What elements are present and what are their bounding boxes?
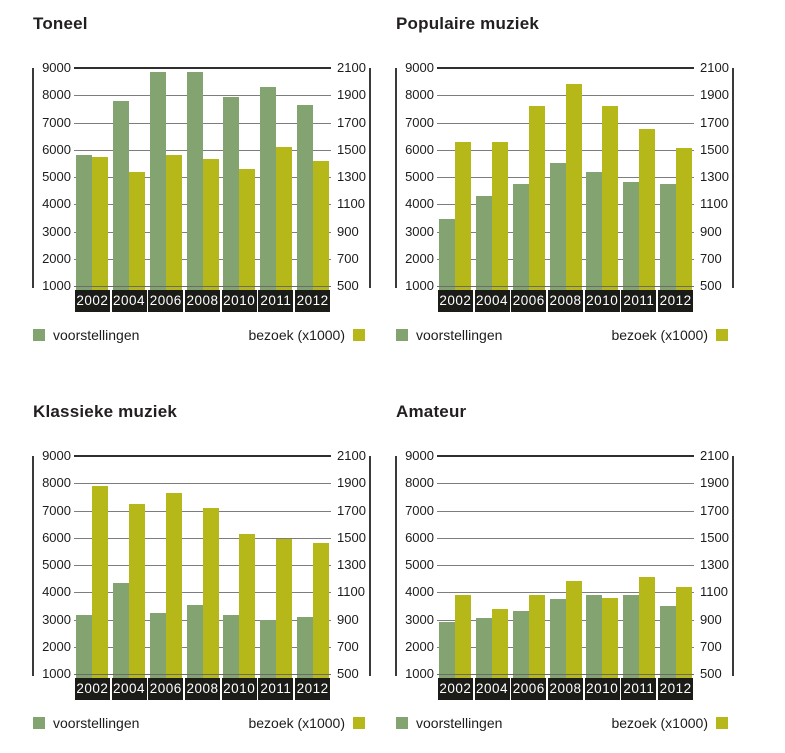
legend-label-voorstellingen: voorstellingen <box>53 715 140 731</box>
y-tick-label-right: 1100 <box>700 196 728 212</box>
y-tick-label-left: 6000 <box>42 529 71 545</box>
chart-title-populaire-muziek: Populaire muziek <box>396 14 540 33</box>
y-tick-label-left: 4000 <box>405 584 434 600</box>
legend <box>32 713 371 733</box>
year-label-2006: 2006 <box>148 678 183 700</box>
year-label-2008: 2008 <box>548 290 583 312</box>
y-tick-label-left: 5000 <box>42 169 71 184</box>
bar-voorstellingen-2002 <box>439 622 455 678</box>
y-tick-label-left: 8000 <box>42 475 71 491</box>
y-tick-label-left: 9000 <box>405 448 434 463</box>
bar-voorstellingen-2004 <box>476 618 492 678</box>
y-tick-label-left: 2000 <box>42 638 71 654</box>
y-tick-label-right: 2100 <box>337 60 366 75</box>
y-tick-label-left: 3000 <box>42 223 71 239</box>
y-tick-label-right: 1900 <box>700 475 729 491</box>
y-tick-label-right: 2100 <box>700 448 729 463</box>
bar-voorstellingen-2004 <box>113 583 129 678</box>
y-tick-label-left: 5000 <box>42 557 71 572</box>
y-tick-label-right: 1300 <box>337 557 366 572</box>
legend-label-bezoek: bezoek (x1000) <box>248 715 345 731</box>
bar-bezoek-2012 <box>313 543 329 678</box>
y-tick-label-left: 6000 <box>42 141 71 157</box>
y-tick-label-right: 1900 <box>337 87 366 103</box>
bar-voorstellingen-2004 <box>113 101 129 290</box>
year-label-2010: 2010 <box>585 290 620 312</box>
year-label-2006: 2006 <box>511 290 546 312</box>
y-tick-label-left: 4000 <box>42 196 71 212</box>
bar-bezoek-2008 <box>566 581 582 678</box>
y-tick-label-right: 1500 <box>337 529 366 545</box>
y-tick-label-right: 700 <box>700 250 722 266</box>
y-tick-label-left: 2000 <box>405 638 434 654</box>
year-label-2010: 2010 <box>222 290 257 312</box>
bezoek-swatch-icon <box>716 717 728 729</box>
gridline <box>74 483 331 484</box>
y-tick-label-right: 1900 <box>700 87 729 103</box>
bar-bezoek-2010 <box>239 534 255 678</box>
gridline <box>437 538 694 539</box>
chart-canvas-klassieke-muziek <box>32 448 371 700</box>
y-tick-label-left: 5000 <box>405 169 434 184</box>
y-tick-label-right: 500 <box>700 278 722 293</box>
bar-bezoek-2012 <box>676 587 692 678</box>
year-label-2012: 2012 <box>658 290 693 312</box>
y-tick-label-right: 1300 <box>337 169 366 184</box>
bar-bezoek-2011 <box>276 539 292 678</box>
bar-voorstellingen-2010 <box>223 615 239 678</box>
y-tick-label-right: 1700 <box>700 502 729 518</box>
y-tick-label-left: 4000 <box>405 196 434 212</box>
y-tick-label-left: 1000 <box>42 278 71 293</box>
year-label-2012: 2012 <box>658 678 693 700</box>
voorstellingen-swatch-icon <box>396 329 408 341</box>
gridline <box>74 286 331 287</box>
bar-bezoek-2010 <box>602 106 618 290</box>
y-tick-label-left: 7000 <box>405 114 434 130</box>
chart-populaire-muziek <box>395 14 734 345</box>
y-tick-label-left: 8000 <box>405 87 434 103</box>
bar-bezoek-2004 <box>129 172 145 290</box>
bar-bezoek-2011 <box>276 147 292 290</box>
bar-voorstellingen-2004 <box>476 196 492 290</box>
chart-title-amateur: Amateur <box>396 402 467 421</box>
bar-bezoek-2002 <box>455 595 471 678</box>
year-label-2008: 2008 <box>548 678 583 700</box>
bar-bezoek-2006 <box>529 595 545 678</box>
y-tick-label-left: 6000 <box>405 529 434 545</box>
legend-item-bezoek <box>611 715 728 731</box>
legend-item-voorstellingen <box>396 327 502 343</box>
legend-label-bezoek: bezoek (x1000) <box>611 715 708 731</box>
bezoek-swatch-icon <box>353 329 365 341</box>
bar-bezoek-2004 <box>129 504 145 678</box>
y-tick-label-left: 1000 <box>405 278 434 293</box>
y-tick-label-left: 3000 <box>405 223 434 239</box>
y-tick-label-right: 900 <box>337 611 359 627</box>
gridline <box>437 511 694 512</box>
gridline <box>437 67 694 69</box>
bar-voorstellingen-2006 <box>513 611 529 678</box>
y-tick-label-left: 2000 <box>42 250 71 266</box>
year-label-2002: 2002 <box>438 290 473 312</box>
bar-voorstellingen-2012 <box>660 606 676 678</box>
year-label-2004: 2004 <box>475 290 510 312</box>
y-tick-label-right: 1100 <box>337 196 365 212</box>
year-label-2006: 2006 <box>511 678 546 700</box>
year-label-2008: 2008 <box>185 290 220 312</box>
y-tick-label-right: 700 <box>700 638 722 654</box>
bar-voorstellingen-2008 <box>187 605 203 678</box>
y-tick-label-right: 1300 <box>700 169 729 184</box>
year-label-2004: 2004 <box>475 678 510 700</box>
y-tick-label-left: 4000 <box>42 584 71 600</box>
year-label-2012: 2012 <box>295 290 330 312</box>
legend-item-voorstellingen <box>396 715 502 731</box>
legend <box>32 325 371 345</box>
bar-voorstellingen-2008 <box>550 163 566 290</box>
bar-voorstellingen-2010 <box>586 172 602 290</box>
bar-voorstellingen-2008 <box>550 599 566 678</box>
y-tick-label-right: 1100 <box>337 584 365 600</box>
y-tick-label-right: 1700 <box>337 114 366 130</box>
chart-amateur <box>395 402 734 733</box>
chart-klassieke-muziek <box>32 402 371 733</box>
bar-voorstellingen-2006 <box>513 184 529 290</box>
voorstellingen-swatch-icon <box>396 717 408 729</box>
bar-voorstellingen-2011 <box>260 620 276 679</box>
legend <box>395 325 734 345</box>
year-label-2004: 2004 <box>112 678 147 700</box>
voorstellingen-swatch-icon <box>33 329 45 341</box>
bar-bezoek-2006 <box>166 493 182 678</box>
legend-item-bezoek <box>611 327 728 343</box>
bar-voorstellingen-2011 <box>260 87 276 290</box>
bar-voorstellingen-2012 <box>297 105 313 290</box>
year-label-2011: 2011 <box>258 290 293 312</box>
gridline <box>74 674 331 675</box>
bar-voorstellingen-2010 <box>586 595 602 678</box>
bar-bezoek-2006 <box>166 155 182 290</box>
y-tick-label-right: 900 <box>337 223 359 239</box>
y-tick-label-right: 700 <box>337 250 359 266</box>
bar-bezoek-2010 <box>602 598 618 678</box>
bar-bezoek-2008 <box>203 508 219 678</box>
y-tick-label-right: 900 <box>700 223 722 239</box>
y-tick-label-right: 1700 <box>700 114 729 130</box>
y-tick-label-left: 7000 <box>42 502 71 518</box>
chart-canvas-amateur <box>395 448 734 700</box>
bar-bezoek-2006 <box>529 106 545 290</box>
legend-label-bezoek: bezoek (x1000) <box>611 327 708 343</box>
bar-bezoek-2002 <box>455 142 471 290</box>
y-tick-label-right: 500 <box>700 666 722 681</box>
y-tick-label-right: 500 <box>337 666 359 681</box>
y-tick-label-left: 7000 <box>405 502 434 518</box>
bar-voorstellingen-2011 <box>623 595 639 678</box>
year-label-2008: 2008 <box>185 678 220 700</box>
gridline <box>74 455 331 457</box>
chart-canvas-toneel <box>32 60 371 312</box>
bar-voorstellingen-2011 <box>623 182 639 290</box>
bar-bezoek-2008 <box>203 159 219 290</box>
legend-item-bezoek <box>248 715 365 731</box>
y-tick-label-right: 700 <box>337 638 359 654</box>
legend-label-voorstellingen: voorstellingen <box>416 715 503 731</box>
y-tick-label-left: 5000 <box>405 557 434 572</box>
year-label-2010: 2010 <box>585 678 620 700</box>
y-tick-label-right: 1900 <box>337 475 366 491</box>
gridline <box>437 286 694 287</box>
bar-voorstellingen-2006 <box>150 613 166 678</box>
bar-bezoek-2004 <box>492 142 508 290</box>
year-label-2011: 2011 <box>258 678 293 700</box>
y-tick-label-right: 1100 <box>700 584 728 600</box>
gridline <box>437 483 694 484</box>
bar-voorstellingen-2002 <box>76 155 92 290</box>
y-tick-label-left: 1000 <box>42 666 71 681</box>
chart-title-klassieke-muziek: Klassieke muziek <box>33 402 178 421</box>
gridline <box>437 455 694 457</box>
y-tick-label-left: 9000 <box>405 60 434 75</box>
chart-title-toneel: Toneel <box>33 14 88 33</box>
year-label-2010: 2010 <box>222 678 257 700</box>
y-tick-label-left: 9000 <box>42 60 71 75</box>
y-tick-label-right: 1500 <box>337 141 366 157</box>
bar-bezoek-2002 <box>92 157 108 290</box>
y-tick-label-left: 3000 <box>405 611 434 627</box>
bar-bezoek-2008 <box>566 84 582 290</box>
bar-voorstellingen-2006 <box>150 72 166 290</box>
year-label-2012: 2012 <box>295 678 330 700</box>
bar-bezoek-2012 <box>313 161 329 290</box>
chart-canvas-populaire-muziek <box>395 60 734 312</box>
bar-voorstellingen-2012 <box>660 184 676 290</box>
y-tick-label-left: 1000 <box>405 666 434 681</box>
voorstellingen-swatch-icon <box>33 717 45 729</box>
bar-bezoek-2010 <box>239 169 255 290</box>
bar-bezoek-2002 <box>92 486 108 678</box>
bar-bezoek-2011 <box>639 577 655 678</box>
bar-bezoek-2012 <box>676 148 692 290</box>
y-tick-label-left: 8000 <box>42 87 71 103</box>
bar-bezoek-2011 <box>639 129 655 290</box>
bar-voorstellingen-2002 <box>439 219 455 290</box>
year-label-2002: 2002 <box>438 678 473 700</box>
y-tick-label-left: 9000 <box>42 448 71 463</box>
y-tick-label-left: 8000 <box>405 475 434 491</box>
bezoek-swatch-icon <box>716 329 728 341</box>
y-tick-label-left: 6000 <box>405 141 434 157</box>
y-tick-label-right: 500 <box>337 278 359 293</box>
year-label-2004: 2004 <box>112 290 147 312</box>
y-tick-label-right: 1500 <box>700 141 729 157</box>
year-label-2002: 2002 <box>75 290 110 312</box>
legend-label-voorstellingen: voorstellingen <box>53 327 140 343</box>
y-tick-label-left: 3000 <box>42 611 71 627</box>
bar-voorstellingen-2002 <box>76 615 92 678</box>
y-tick-label-left: 2000 <box>405 250 434 266</box>
legend-label-bezoek: bezoek (x1000) <box>248 327 345 343</box>
bar-bezoek-2004 <box>492 609 508 678</box>
year-label-2006: 2006 <box>148 290 183 312</box>
year-label-2011: 2011 <box>621 290 656 312</box>
legend-label-voorstellingen: voorstellingen <box>416 327 503 343</box>
gridline <box>74 67 331 69</box>
year-label-2002: 2002 <box>75 678 110 700</box>
y-tick-label-right: 1500 <box>700 529 729 545</box>
y-tick-label-right: 1700 <box>337 502 366 518</box>
gridline <box>437 674 694 675</box>
legend-item-voorstellingen <box>33 715 139 731</box>
legend-item-voorstellingen <box>33 327 139 343</box>
year-label-2011: 2011 <box>621 678 656 700</box>
chart-toneel <box>32 14 371 345</box>
y-tick-label-right: 2100 <box>337 448 366 463</box>
bar-voorstellingen-2010 <box>223 97 239 290</box>
y-tick-label-right: 2100 <box>700 60 729 75</box>
y-tick-label-right: 1300 <box>700 557 729 572</box>
y-tick-label-left: 7000 <box>42 114 71 130</box>
bezoek-swatch-icon <box>353 717 365 729</box>
bar-voorstellingen-2012 <box>297 617 313 678</box>
gridline <box>437 565 694 566</box>
legend <box>395 713 734 733</box>
bar-voorstellingen-2008 <box>187 72 203 290</box>
legend-item-bezoek <box>248 327 365 343</box>
gridline <box>74 95 331 96</box>
y-tick-label-right: 900 <box>700 611 722 627</box>
